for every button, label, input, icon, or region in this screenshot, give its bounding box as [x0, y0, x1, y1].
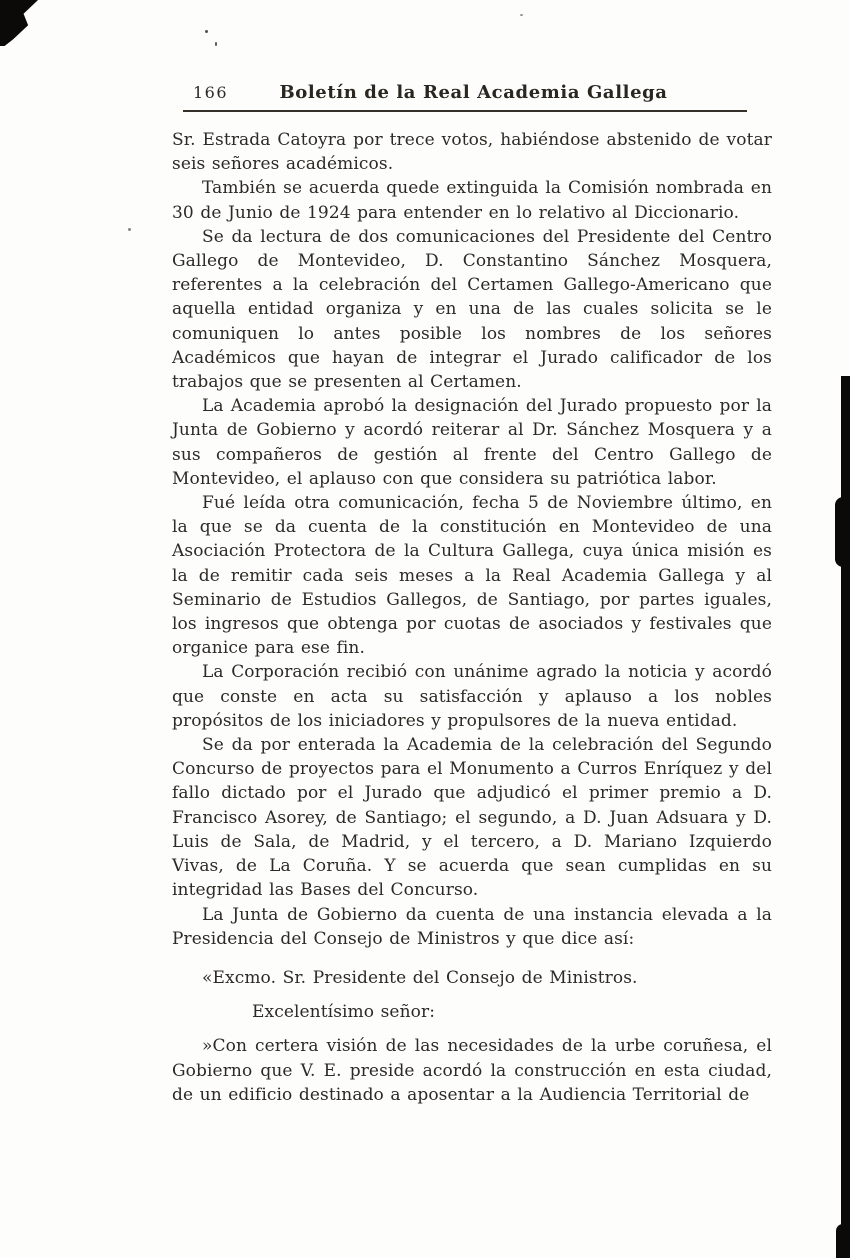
scan-speck [520, 14, 523, 16]
paragraph: También se acuerda quede extinguida la Comisión nombrada en 30 de Junio de 1924 para entender en lo relativo al Diccionario. [172, 178, 772, 223]
paragraph-continuation: Sr. Estrada Catoyra por trece votos, habiéndose abstenido de votar seis señores académicos. [172, 130, 772, 175]
scan-artifact-corner [0, 0, 38, 46]
paragraph: La Academia aprobó la designación del Jurado propuesto por la Junta de Gobierno y acordó reiterar al Dr. Sánchez Mosquera y a sus compañeros de gestión al frente del Centro Gallego de Montevideo, el aplauso con que considera su patriótica labor. [172, 396, 772, 489]
paragraph: Fué leída otra comunicación, fecha 5 de Noviembre último, en la que se da cuenta de la constitución en Montevideo de una Asociación Protectora de la Cultura Gallega, cuya única misión es la de remitir cada seis meses a la Real Academia Gallega y al Seminario de Estudios Gallegos, de Santiago, por partes iguales, los ingresos que obtenga por cuotas de asociados y festivales que organice para ese fin. [172, 493, 772, 659]
quote-opening: «Excmo. Sr. Presidente del Consejo de Ministros. [202, 967, 638, 988]
scan-artifact-right-bulge [836, 1224, 850, 1258]
paragraph: La Corporación recibió con unánime agrado la noticia y acordó que conste en acta su satisfacción y aplauso a los nobles propósitos de los iniciadores y propulsores de la nueva entidad. [172, 662, 772, 731]
paragraph: La Junta de Gobierno da cuenta de una instancia elevada a la Presidencia del Consejo de Ministros y que dice así: [172, 904, 772, 949]
page-body [172, 128, 772, 1107]
journal-title: Boletín de la Real Academia Gallega [279, 82, 668, 103]
quote-body: »Con certera visión de las necesidades de la urbe coruñesa, el Gobierno que V. E. preside acordó la construcción en esta ciudad, de un edificio destinado a aposentar a la Audiencia Territorial de [172, 1036, 772, 1105]
scan-artifact-right-bulge [835, 497, 850, 567]
scan-speck [215, 42, 217, 46]
paragraph: Se da lectura de dos comunicaciones del Presidente del Centro Gallego de Montevideo, D. Constantino Sánchez Mosquera, referentes a la celebración del Certamen Gallego-Americano que aquella entidad organiza y en una de las cuales solicita se le comuniquen lo antes posible los nombres de los señores Académicos que hayan de integrar el Jurado calificador de los trabajos que se presenten al Certamen. [172, 226, 772, 393]
paragraph: Se da por enterada la Academia de la celebración del Segundo Concurso de proyectos para el Monumento a Curros Enríquez y del fallo dictado por el Jurado que adjudicó el primer premio a D. Francisco Asorey, de Santiago; el segundo, a D. Juan Adsuara y D. Luis de Sala, de Madrid, y el tercero, a D. Mariano Izquierdo Vivas, de La Coruña. Y se acuerda que sean cumplidas en su integridad las Bases del Concurso. [172, 735, 772, 901]
page-number: 166 [193, 83, 229, 102]
scan-speck [128, 228, 131, 231]
quote-salutation: Excelentísimo señor: [252, 1002, 436, 1023]
page-header [183, 82, 747, 112]
scan-speck [205, 30, 208, 33]
